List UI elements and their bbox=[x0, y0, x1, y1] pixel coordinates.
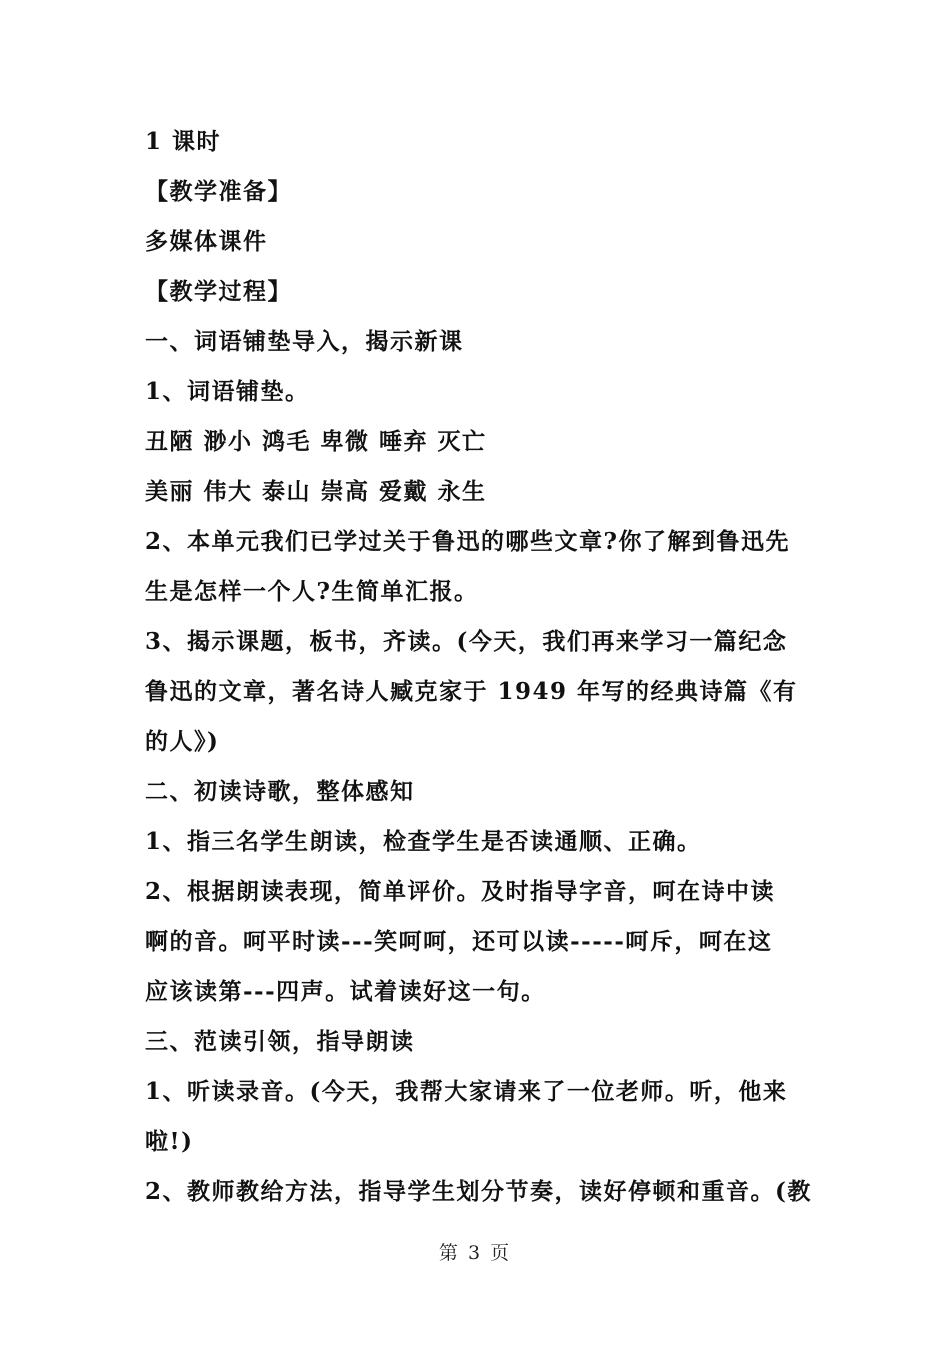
part-heading: 一、词语铺垫导入，揭示新课 bbox=[145, 328, 464, 355]
text-line: 啊的音。呵平时读---笑呵呵，还可以读-----呵斥，呵在这 bbox=[145, 928, 773, 955]
part-heading: 二、初读诗歌，整体感知 bbox=[145, 778, 415, 805]
document-body bbox=[145, 117, 825, 1217]
text-line: 2、教师教给方法，指导学生划分节奏，读好停顿和重音。(教 bbox=[145, 1178, 812, 1205]
text-line: 的人》) bbox=[145, 728, 220, 755]
text-line: 应该读第---四声。试着读好这一句。 bbox=[145, 978, 546, 1005]
text-line: 2、本单元我们已学过关于鲁迅的哪些文章?你了解到鲁迅先 bbox=[145, 528, 790, 555]
section-heading: 【教学准备】 bbox=[145, 178, 292, 205]
page-number: 第 3 页 bbox=[438, 1242, 512, 1264]
text-line: 啦!) bbox=[145, 1128, 194, 1155]
word-list: 美丽 伟大 泰山 崇高 爱戴 永生 bbox=[145, 478, 487, 505]
text-line: 生是怎样一个人?生简单汇报。 bbox=[145, 578, 479, 605]
text-line: 2、根据朗读表现，简单评价。及时指导字音，呵在诗中读 bbox=[145, 878, 776, 905]
word-list: 丑陋 渺小 鸿毛 卑微 唾弃 灭亡 bbox=[145, 428, 487, 455]
section-heading: 【教学过程】 bbox=[145, 278, 292, 305]
text-line: 1、词语铺垫。 bbox=[145, 378, 310, 405]
text-line: 多媒体课件 bbox=[145, 228, 268, 255]
part-heading: 三、范读引领，指导朗读 bbox=[145, 1028, 415, 1055]
text-line: 3、揭示课题，板书，齐读。(今天，我们再来学习一篇纪念 bbox=[145, 628, 788, 655]
text-line: 鲁迅的文章，著名诗人臧克家于 1949 年写的经典诗篇《有 bbox=[145, 678, 798, 705]
text-line: 1、听读录音。(今天，我帮大家请来了一位老师。听，他来 bbox=[145, 1078, 788, 1105]
text-line: 1、指三名学生朗读，检查学生是否读通顺、正确。 bbox=[145, 828, 702, 855]
text-line: 1 课时 bbox=[145, 128, 222, 155]
